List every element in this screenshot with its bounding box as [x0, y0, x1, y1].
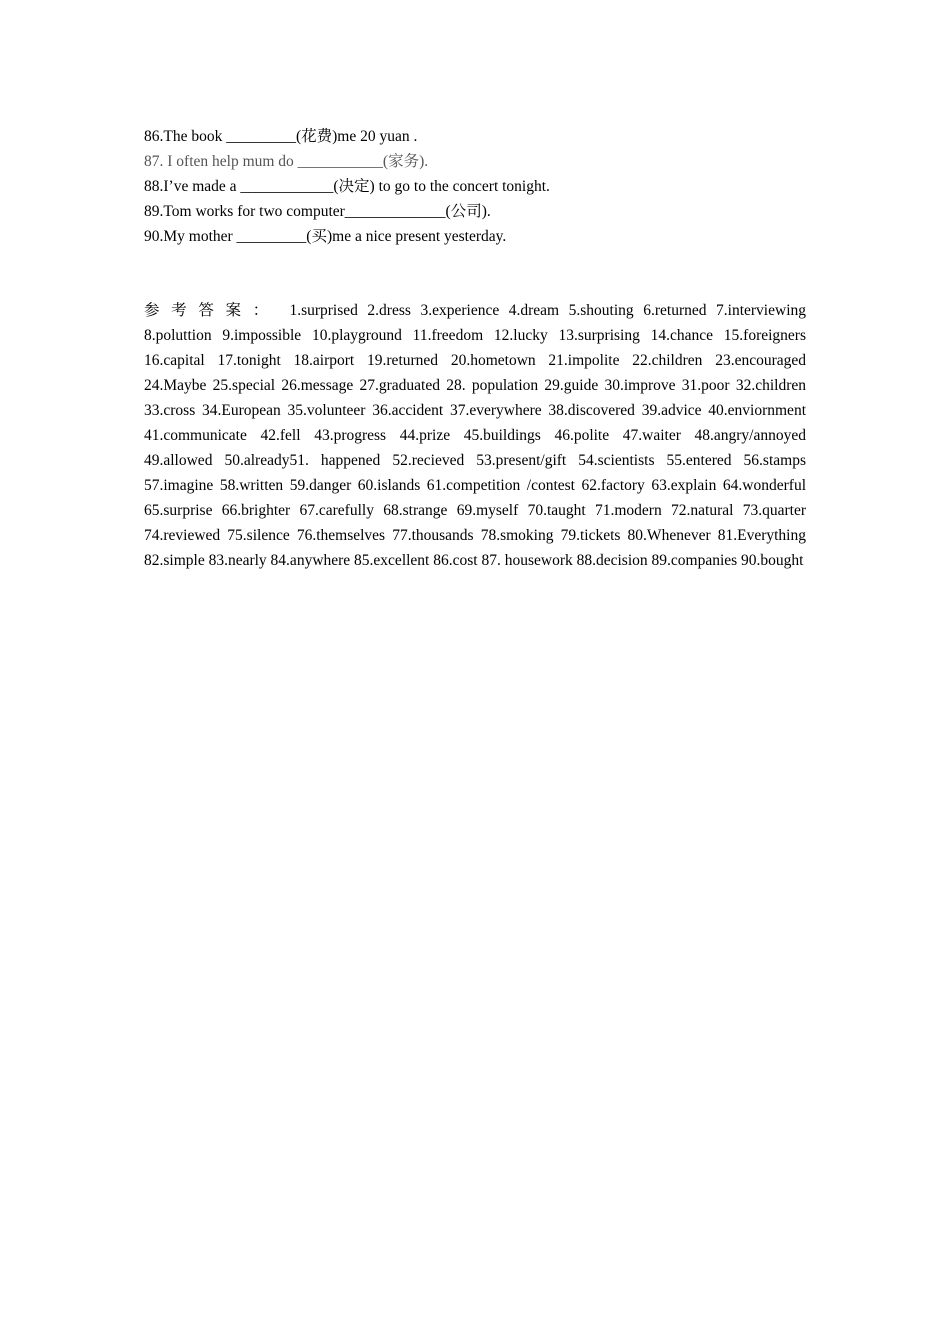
answer-key-label: 参考答案：	[144, 302, 280, 319]
answer-key-text: 1.surprised 2.dress 3.experience 4.dream 5.shouting 6.returned 7.interviewing 8.poluttion 9.impossible 10.playground 11.freedom 12.lucky 13.surprising 14.chance 15.foreigners 16.capital 17.tonight 18.airport 19.returned 20.hometown 21.impolite 22.children 23.encouraged 24.Maybe 25.special 26.message 27.graduated 28. population 29.guide 30.improve 31.poor 32.children 33.cross 34.European 35.volunteer 36.accident 37.everywhere 38.discovered 39.advice 40.enviornment 41.communicate 42.fell 43.progress 44.prize 45.buildings 46.polite 47.waiter 48.angry/annoyed 49.allowed 50.already51. happened 52.recieved 53.present/gift 54.scientists 55.entered 56.stamps 57.imagine 58.written 59.danger 60.islands 61.competition /contest 62.factory 63.explain 64.wonderful 65.surprise 66.brighter 67.carefully 68.strange 69.myself 70.taught 71.modern 72.natural 73.quarter 74.reviewed 75.silence 76.themselves 77.thousands 78.smoking 79.tickets 80.Whenever 81.Everything 82.simple 83.nearly 84.anywhere 85.excellent 86.cost 87. housework 88.decision 89.companies 90.bought	[144, 302, 806, 569]
question-list	[144, 124, 806, 249]
question-86: 86.The book _________(花费)me 20 yuan .	[144, 128, 418, 145]
question-88: 88.I’ve made a ____________(决定) to go to the concert tonight.	[144, 178, 550, 195]
document-page	[144, 124, 806, 573]
question-87: 87. I often help mum do ___________(家务).	[144, 153, 429, 170]
question-90: 90.My mother _________(买)me a nice present yesterday.	[144, 228, 507, 245]
answer-key	[144, 298, 806, 573]
question-89: 89.Tom works for two computer_____________(公司).	[144, 203, 491, 220]
